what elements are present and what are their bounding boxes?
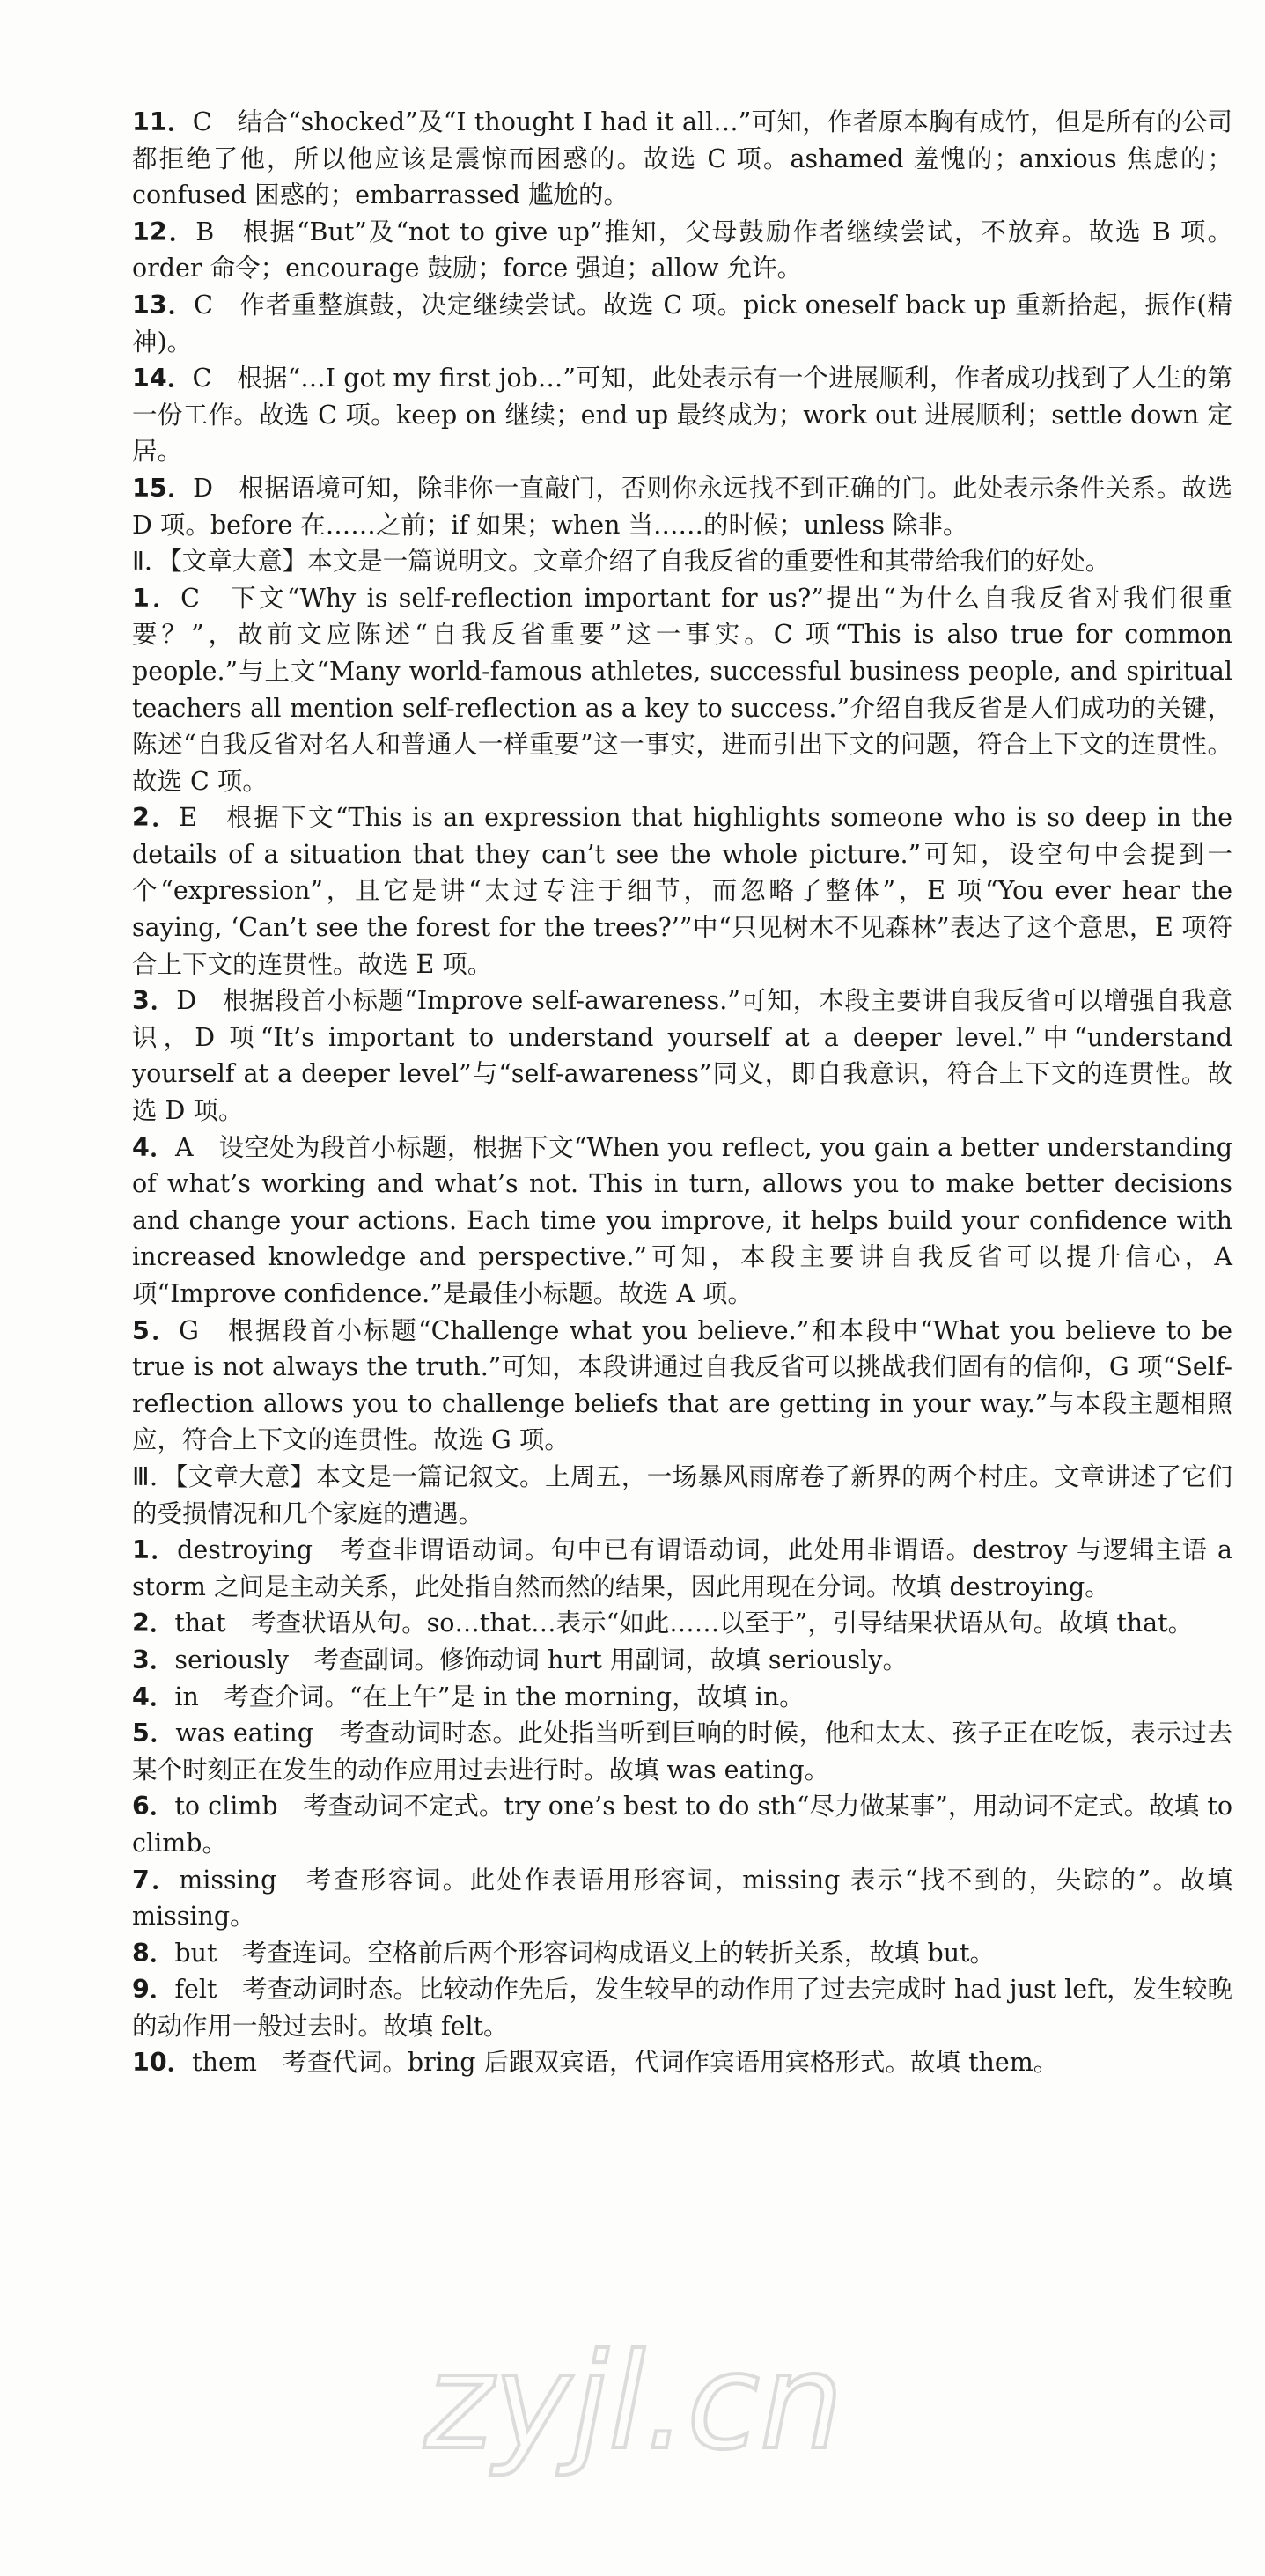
item-number: 8． (132, 1938, 175, 1968)
item-number: 6． (132, 1792, 175, 1822)
answer-item (132, 1715, 1232, 1788)
section-number: Ⅱ． (132, 547, 170, 577)
item-text: was eating 考查动词时态。此处指当听到巨响的时候，他和太太、孩子正在吃饭，表示过去某个时刻正在发生的动作应用过去进行时。故填 was eating。 (132, 1719, 1232, 1785)
section-number: Ⅲ． (132, 1461, 176, 1491)
answer-item (132, 1971, 1232, 2044)
answer-item (132, 1642, 1232, 1679)
item-text: missing 考查形容词。此处作表语用形容词，missing 表示“找不到的，失踪的”。故填 missing。 (132, 1865, 1232, 1932)
item-text: in 考查介词。“在上午”是 in the morning，故填 in。 (174, 1682, 805, 1711)
item-text: them 考查代词。bring 后跟双宾语，代词作宾语用宾格形式。故填 them。 (192, 2048, 1059, 2078)
item-text: but 考查连词。空格前后两个形容词构成语义上的转折关系，故填 but。 (174, 1938, 996, 1968)
watermark-text: zyjl.cn (423, 2326, 844, 2479)
item-number: 3． (132, 1645, 175, 1674)
answer-item (132, 1130, 1232, 1313)
answer-item (132, 1935, 1232, 1972)
answer-item (132, 360, 1232, 470)
item-text: seriously 考查副词。修饰动词 hurt 用副词，故填 seriously。 (174, 1645, 908, 1674)
section-summary: 本文是一篇记叙文。上周五，一场暴风雨席卷了新界的两个村庄。文章讲述了它们的受损情况和几个家庭的遭遇。 (132, 1461, 1232, 1528)
item-text: A 设空处为段首小标题，根据下文“When you reflect, you gain a better understanding of what’s working and what’s not. This in turn, allows you to make better decisions and change your actions. Each time you improve, it helps build your confidence with increased knowledge and perspective.”可知，本段主要讲自我反省可以提升信心，A 项“Improve confidence.”是最佳小标题。故选 A 项。 (132, 1132, 1232, 1308)
item-text: felt 考查动词时态。比较动作先后，发生较早的动作用了过去完成时 had just left，发生较晚的动作用一般过去时。故填 felt。 (132, 1975, 1232, 2041)
item-text: B 根据“But”及“not to give up”推知，父母鼓励作者继续尝试，不放弃。故选 B 项。order 命令；encourage 鼓励；force 强迫；allow 允许。 (132, 217, 1232, 283)
section-tag: 【文章大意】 (169, 547, 308, 577)
answer-item (132, 104, 1232, 214)
item-text: C 作者重整旗鼓，决定继续尝试。故选 C 项。pick oneself back up 重新拾起，振作(精神)。 (132, 290, 1232, 357)
answer-item (132, 1313, 1232, 1459)
section-heading (132, 543, 1232, 580)
answer-item (132, 799, 1232, 983)
answer-item (132, 287, 1232, 360)
answer-explanations (132, 104, 1232, 2081)
answer-item (132, 2044, 1232, 2081)
answer-item (132, 470, 1232, 543)
answer-item (132, 580, 1232, 800)
item-number: 11． (132, 107, 193, 136)
item-text: D 根据段首小标题“Improve self-awareness.”可知，本段主要讲自我反省可以增强自我意识，D 项“It’s important to understand yourself at a deeper level.”中“understand yourself at a deeper level”与“self-awareness”同义，即自我意识，符合上下文的连贯性。故选 D 项。 (132, 986, 1232, 1126)
section-tag: 【文章大意】 (175, 1461, 316, 1491)
item-number: 10． (132, 2048, 193, 2078)
watermark-logo (387, 2315, 880, 2491)
item-text: C 下文“Why is self-reflection important for us?”提出“为什么自我反省对我们很重要？”，故前文应陈述“自我反省重要”这一事实。C 项“This is also true for common people.”与上文“Many world-famous athletes, successful business people, and spiritual teachers all mention self-reflection as a key to success.”介绍自我反省是人们成功的关键，陈述“自我反省对名人和普通人一样重要”这一事实，进而引出下文的问题，符合上下文的连贯性。故选 C 项。 (132, 583, 1232, 796)
answer-item (132, 1862, 1232, 1935)
answer-item (132, 214, 1232, 287)
item-number: 5． (132, 1719, 176, 1748)
item-number: 2． (132, 803, 180, 833)
item-text: E 根据下文“This is an expression that highlights someone who is so deep in the details of a situation that they can’t see the whole picture.”可知，设空句中会提到一个“expression”，且它是讲“太过专注于细节，而忽略了整体”，E 项“You ever hear the saying, ‘Can’t see the forest for the trees?’”中“只见树木不见森林”表达了这个意思，E 项符合上下文的连贯性。故选 E 项。 (132, 803, 1232, 979)
item-text: C 结合“shocked”及“I thought I had it all…”可知，作者原本胸有成竹，但是所有的公司都拒绝了他，所以他应该是震惊而困惑的。故选 C 项。ashamed 羞愧的；anxious 焦虑的；confused 困惑的；embarrassed 尴尬的。 (132, 107, 1232, 210)
section-summary: 本文是一篇说明文。文章介绍了自我反省的重要性和其带给我们的好处。 (307, 547, 1111, 577)
answer-item (132, 1788, 1232, 1861)
item-number: 7． (132, 1865, 180, 1895)
item-text: G 根据段首小标题“Challenge what you believe.”和本段中“What you believe to be true is not always the truth.”可知，本段讲通过自我反省可以挑战我们固有的信仰，G 项“Self-reflection allows you to challenge beliefs that are getting in your way.”与本段主题相照应，符合上下文的连贯性。故选 G 项。 (132, 1315, 1232, 1455)
item-text: D 根据语境可知，除非你一直敲门，否则你永远找不到正确的门。此处表示条件关系。故选 D 项。before 在……之前；if 如果；when 当……的时候；unless 除非。 (132, 473, 1232, 540)
item-number: 4． (132, 1132, 175, 1162)
item-text: to climb 考查动词不定式。try one’s best to do sth“尽力做某事”，用动词不定式。故填 to climb。 (132, 1792, 1232, 1858)
item-number: 1． (132, 1535, 178, 1565)
part2-section (132, 543, 1232, 1459)
item-text: C 根据“…I got my first job…”可知，此处表示有一个进展顺利，作者成功找到了人生的第一份工作。故选 C 项。keep on 继续；end up 最终成为；work out 进展顺利；settle down 定居。 (132, 364, 1232, 467)
item-number: 12． (132, 217, 196, 247)
item-number: 5． (132, 1315, 180, 1345)
item-number: 4． (132, 1682, 175, 1711)
answer-item (132, 1532, 1232, 1605)
item-number: 1． (132, 583, 181, 613)
item-number: 3． (132, 986, 177, 1016)
item-number: 13． (132, 290, 195, 320)
item-number: 14． (132, 364, 193, 394)
item-text: that 考查状语从句。so…that…表示“如此……以至于”，引导结果状语从句。故填 that。 (174, 1608, 1194, 1638)
item-number: 15． (132, 473, 194, 503)
item-text: destroying 考查非谓语动词。句中已有谓语动词，此处用非谓语。destroy 与逻辑主语 a storm 之间是主动关系，此处指自然而然的结果，因此用现在分词。故填 destroying。 (132, 1535, 1232, 1601)
section-heading (132, 1459, 1232, 1532)
answer-item (132, 983, 1232, 1129)
item-number: 2． (132, 1608, 175, 1638)
answer-item (132, 1679, 1232, 1716)
part1-section (132, 104, 1232, 543)
answer-item (132, 1605, 1232, 1642)
part3-section (132, 1459, 1232, 2081)
item-number: 9． (132, 1975, 175, 2005)
